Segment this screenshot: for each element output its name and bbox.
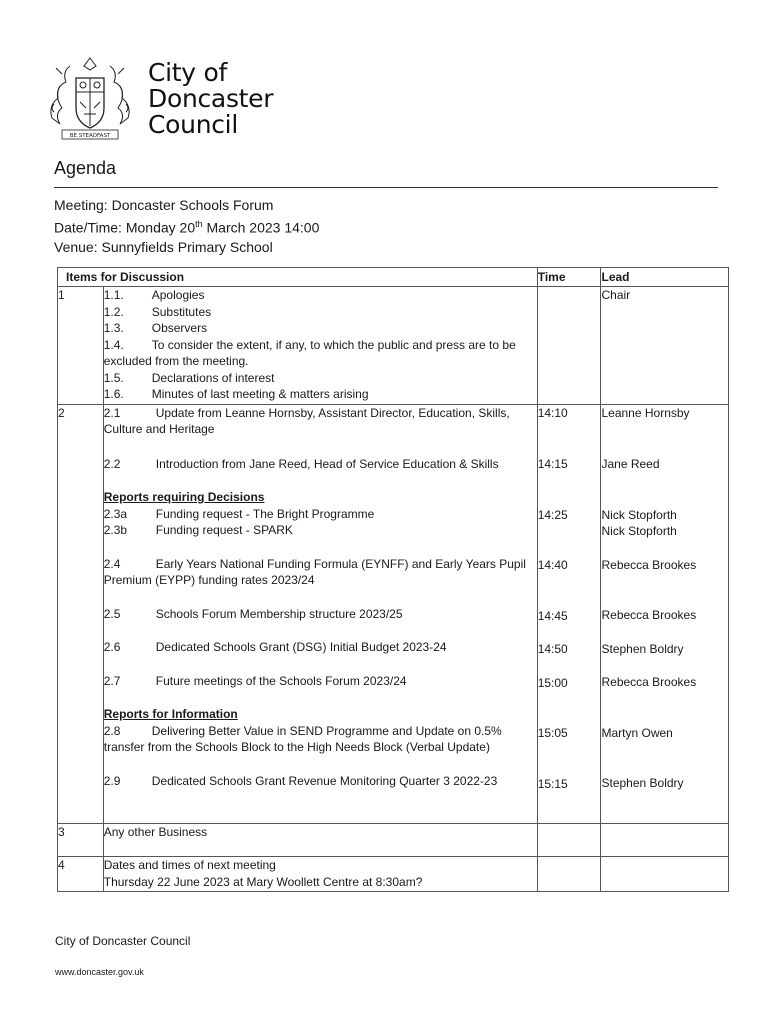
time-2-1: 14:10 — [537, 405, 568, 420]
time-2-9: 15:15 — [537, 776, 568, 791]
list-item: 2.9 Dedicated Schools Grant Revenue Monitoring Quarter 3 2022-23 — [103, 773, 498, 788]
table-row — [58, 287, 729, 405]
council-name-line-2: Doncaster — [148, 84, 274, 113]
item-times — [537, 404, 601, 824]
title-divider — [54, 187, 718, 188]
header-time: Time — [537, 268, 601, 287]
item-time — [537, 857, 601, 892]
time-2-7: 15:00 — [537, 675, 568, 690]
lead-2-5: Rebecca Brookes — [601, 608, 697, 622]
item-time — [537, 287, 601, 405]
header-lead: Lead — [601, 268, 729, 287]
information-heading: Reports for Information — [103, 707, 238, 721]
item-content — [103, 404, 537, 824]
meeting-venue: Venue: Sunnyfields Primary School — [54, 238, 273, 255]
time-2-2: 14:15 — [537, 457, 568, 471]
list-item: 2.7 Future meetings of the Schools Forum 2023/24 — [103, 673, 407, 688]
list-item: 2.8 Delivering Better Value in SEND Programme and Update on 0.5% transfer from the Schools Block to the High Needs Block (Verbal Update) — [103, 723, 502, 754]
time-2-6: 14:50 — [537, 642, 568, 656]
list-item: 2.3b Funding request - SPARK — [103, 523, 293, 537]
item-number: 3 — [58, 824, 104, 857]
list-item: 1.5. Declarations of interest — [103, 370, 275, 385]
list-item: 1.3. Observers — [103, 321, 208, 335]
list-item: 2.1 Update from Leanne Hornsby, Assistant Director, Education, Skills, Culture and Heritage — [103, 405, 510, 436]
item-time — [537, 824, 601, 857]
list-item: 1.2. Substitutes — [103, 304, 212, 319]
lead-2-1: Leanne Hornsby — [601, 405, 690, 420]
meeting-name: Meeting: Doncaster Schools Forum — [54, 197, 274, 213]
council-name-line-3: Council — [148, 110, 238, 139]
lead-2-9: Stephen Boldry — [601, 776, 684, 790]
lead-2-6: Stephen Boldry — [601, 641, 684, 656]
item-number: 1 — [58, 287, 104, 405]
agenda-table — [57, 267, 729, 892]
item-lead — [601, 824, 729, 857]
lead-2-2: Jane Reed — [601, 457, 660, 471]
list-item: 2.5 Schools Forum Membership structure 2023/25 — [103, 606, 403, 621]
council-crest-logo — [40, 52, 140, 144]
lead-2-3b: Nick Stopforth — [601, 524, 677, 538]
item-number: 4 — [58, 857, 104, 892]
table-row — [58, 857, 729, 892]
decisions-heading: Reports requiring Decisions — [103, 490, 265, 504]
table-header-row — [58, 268, 729, 287]
item-leads — [601, 404, 729, 824]
time-2-5: 14:45 — [537, 608, 568, 623]
table-row — [58, 404, 729, 824]
header-items: Items for Discussion — [58, 268, 538, 287]
item-content: Dates and times of next meeting Thursday 22 June 2023 at Mary Woollett Centre at 8:30am? — [103, 857, 537, 892]
item-lead — [601, 857, 729, 892]
council-name-line-1: City of — [148, 58, 227, 87]
footer-organisation: City of Doncaster Council — [55, 934, 191, 948]
list-item: 1.6. Minutes of last meeting & matters arising — [103, 387, 369, 401]
page-title: Agenda — [54, 158, 117, 178]
list-item: 2.2 Introduction from Jane Reed, Head of Service Education & Skills — [103, 456, 499, 471]
meeting-details — [54, 196, 319, 257]
lead-2-7: Rebecca Brookes — [601, 675, 697, 689]
time-2-8: 15:05 — [537, 726, 568, 740]
meeting-datetime: Date/Time: Monday 20th March 2023 14:00 — [54, 219, 320, 236]
lead-2-4: Rebecca Brookes — [601, 557, 697, 572]
item-lead: Chair — [601, 287, 729, 405]
item-content: Any other Business — [103, 824, 537, 857]
crest-motto: BE STEADFAST — [69, 133, 111, 139]
list-item: 2.3a Funding request - The Bright Programme — [103, 506, 375, 521]
council-name — [148, 60, 273, 138]
list-item: 2.6 Dedicated Schools Grant (DSG) Initial Budget 2023-24 — [103, 640, 447, 654]
lead-2-3a: Nick Stopforth — [601, 507, 677, 522]
list-item: 1.4. To consider the extent, if any, to which the public and press are to be excluded from the meeting. — [103, 337, 516, 368]
item-content — [103, 287, 537, 405]
time-2-3a: 14:25 — [537, 507, 568, 522]
list-item: 2.4 Early Years National Funding Formula (EYNFF) and Early Years Pupil Premium (EYPP) funding rates 2023/24 — [103, 556, 526, 587]
table-row — [58, 824, 729, 857]
lead-2-8: Martyn Owen — [601, 725, 673, 740]
list-item: 1.1. Apologies — [103, 288, 205, 302]
item-number: 2 — [58, 404, 104, 824]
time-2-4: 14:40 — [537, 558, 568, 572]
footer-website: www.doncaster.gov.uk — [55, 967, 144, 977]
